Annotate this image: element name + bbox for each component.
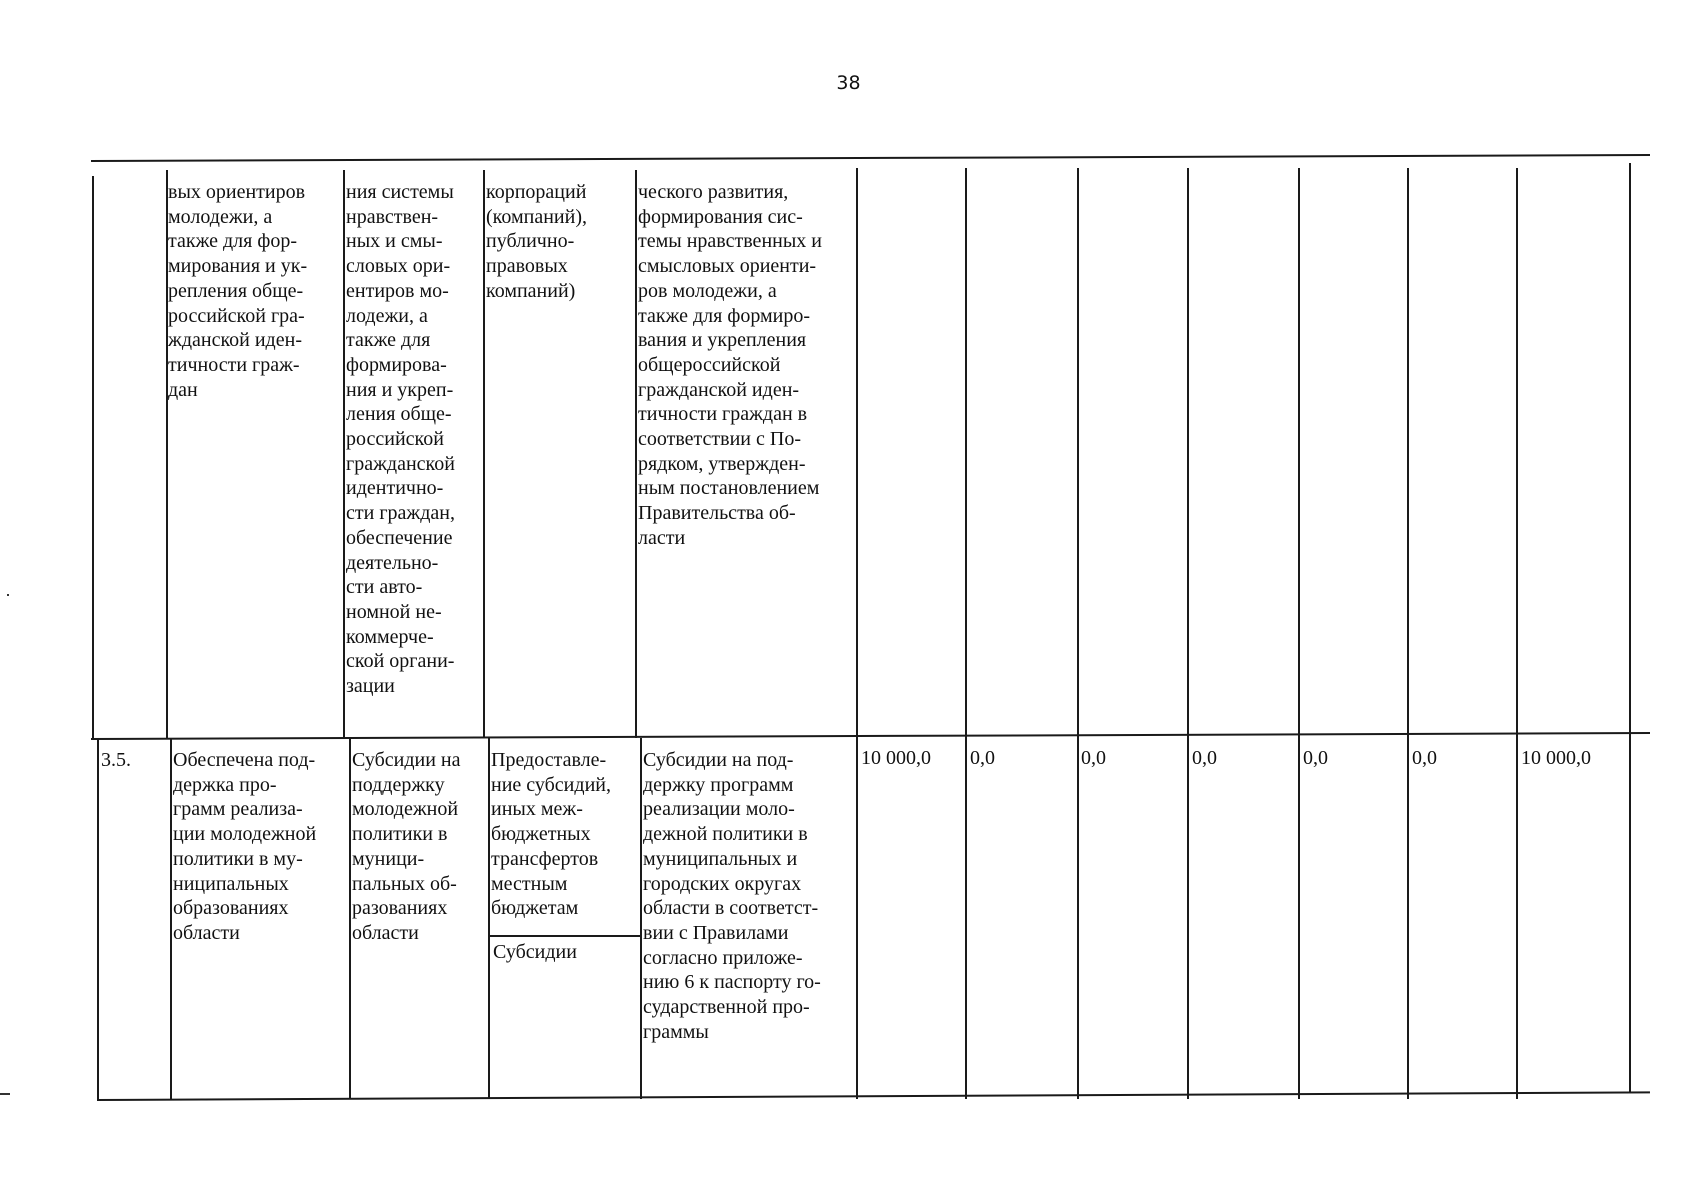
cell-value: 0,0 — [1412, 747, 1437, 769]
page-number: 38 — [836, 72, 861, 94]
table-bottom-border — [97, 1091, 1650, 1101]
cell-value: 0,0 — [1192, 747, 1217, 769]
table-right-border — [1629, 163, 1631, 1093]
column-border — [483, 170, 485, 738]
column-border — [1187, 168, 1189, 1099]
type-subdivider — [488, 935, 640, 937]
cell-type: корпораций (компаний), публично- правовых компаний) — [486, 181, 587, 302]
cell-value: 0,0 — [970, 747, 995, 769]
column-border — [349, 738, 351, 1099]
cell-number: 3.5. — [101, 749, 131, 771]
column-border — [1516, 168, 1518, 1099]
cell-value: 0,0 — [1303, 747, 1328, 769]
cell-value: 0,0 — [1081, 747, 1106, 769]
cell-result: вых ориентиров молодежи, а также для фор- мирования и ук- репления обще- российской гра- жданской иден- тичности граж- дан — [168, 181, 308, 401]
cell-measure: ния системы нравствен- ных и смы- словых ори- ентиров мо- лодежи, а также для формирова- ния и укреп- ления обще- российской гражданской идентично- сти граждан, обеспечение деятельно- сти авто- номной не- коммерче- ской органи- зации — [346, 181, 455, 698]
column-border — [170, 738, 172, 1099]
column-border — [1298, 168, 1300, 1099]
cell-result: Обеспечена под- держка про- грамм реализа- ции молодежной политики в му- ниципальных образованиях области — [173, 749, 317, 944]
scan-mark — [0, 1093, 10, 1095]
column-border — [97, 738, 99, 1099]
table-top-border — [91, 154, 1650, 162]
column-border — [488, 738, 490, 1099]
column-border — [856, 168, 858, 1099]
cell-characteristic: Субсидии на под- держку программ реализации моло- дежной политики в муниципальных и городских округах области в соответст- вии с Правилами согласно приложе- нию 6 к паспорту го- сударственной про- граммы — [643, 749, 821, 1043]
cell-value: 10 000,0 — [861, 747, 931, 769]
cell-measure: Субсидии на поддержку молодежной политики в муници- пальных об- разованиях области — [352, 749, 461, 944]
cell-type-extra: Субсидии — [493, 941, 577, 963]
cell-value: 10 000,0 — [1521, 747, 1591, 769]
cell-type: Предоставле- ние субсидий, иных меж- бюджетных трансфертов местным бюджетам — [491, 749, 611, 920]
column-border — [1407, 168, 1409, 1099]
column-border — [640, 738, 642, 1099]
column-border — [343, 170, 345, 738]
column-border — [1077, 168, 1079, 1099]
row-divider — [91, 732, 1650, 740]
cell-characteristic: ческого развития, формирования сис- темы нравственных и смысловых ориенти- ров молодежи, а также для формиро- вания и укрепления общероссийской гражданской иден- тичности граждан в соответствии с По- рядком, утвержден- ным постановлением Правительства об- ласти — [638, 181, 822, 549]
column-border — [965, 168, 967, 1099]
scan-mark — [7, 594, 9, 596]
column-border — [635, 170, 637, 738]
column-border — [92, 176, 94, 738]
